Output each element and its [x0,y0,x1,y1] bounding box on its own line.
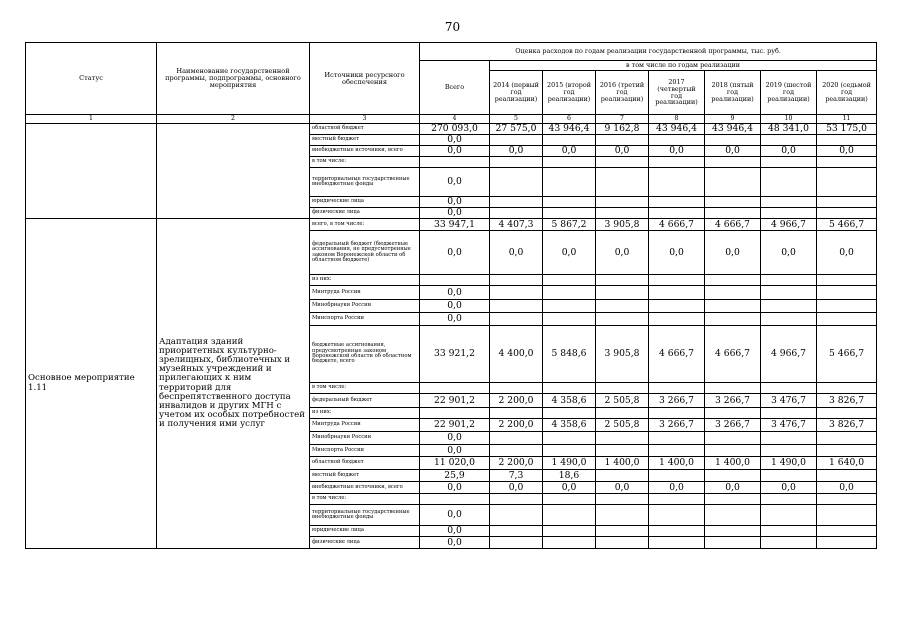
table-row [26,124,877,135]
total-value-cell: 0,0 [420,537,490,549]
year-value-cell [705,505,761,526]
year-value-cell [649,470,705,482]
total-value-cell [420,157,490,168]
year-value-cell [490,445,543,457]
year-value-cell: 4 966,7 [761,326,817,383]
year-value-cell [543,383,596,394]
year-value-cell: 43 946,4 [705,124,761,135]
year-value-cell [543,135,596,146]
header-total: Всего [420,61,490,115]
year-value-cell [705,408,761,419]
year-value-cell: 0,0 [817,231,877,275]
source-cell: всего, в том числе: [310,219,420,231]
header-year-6: 2019 (шестой год реализации) [761,71,817,115]
year-value-cell: 1 640,0 [817,457,877,470]
year-value-cell [761,408,817,419]
year-value-cell: 0,0 [543,482,596,494]
total-value-cell: 0,0 [420,168,490,197]
year-value-cell: 1 400,0 [705,457,761,470]
year-value-cell: 53 175,0 [817,124,877,135]
header-status: Статус [26,43,157,115]
year-value-cell [817,313,877,326]
year-value-cell: 0,0 [596,146,649,157]
total-value-cell: 33 947,1 [420,219,490,231]
year-value-cell [596,286,649,300]
year-value-cell [596,208,649,219]
year-value-cell: 5 466,7 [817,326,877,383]
source-cell: внебюджетные источники, всего [310,146,420,157]
source-cell: в том числе: [310,494,420,505]
year-value-cell: 4 666,7 [705,326,761,383]
year-value-cell: 0,0 [761,482,817,494]
total-value-cell: 0,0 [420,231,490,275]
column-number-11: 11 [817,115,877,124]
header-year-7: 2020 (седьмой год реализации) [817,71,877,115]
year-value-cell [649,275,705,286]
year-value-cell [649,157,705,168]
total-value-cell: 0,0 [420,146,490,157]
source-cell: местный бюджет [310,135,420,146]
year-value-cell: 0,0 [649,146,705,157]
year-value-cell [705,494,761,505]
year-value-cell: 1 490,0 [761,457,817,470]
total-value-cell: 25,9 [420,470,490,482]
year-value-cell [596,408,649,419]
total-value-cell: 270 093,0 [420,124,490,135]
year-value-cell [649,526,705,537]
year-value-cell [761,432,817,445]
year-value-cell [761,135,817,146]
year-value-cell [705,197,761,208]
header-year-3: 2016 (третий год реализации) [596,71,649,115]
year-value-cell [596,445,649,457]
year-value-cell [705,445,761,457]
year-value-cell [817,197,877,208]
year-value-cell [817,135,877,146]
column-number-4: 4 [420,115,490,124]
year-value-cell [490,432,543,445]
year-value-cell [649,168,705,197]
year-value-cell [761,197,817,208]
total-value-cell: 22 901,2 [420,394,490,408]
year-value-cell [543,275,596,286]
year-value-cell [543,526,596,537]
column-number-5: 5 [490,115,543,124]
source-cell: федеральный бюджет (бюджетные ассигнования, не предусмотренные законом Воронежской области об областном бюджете) [310,231,420,275]
total-value-cell: 0,0 [420,313,490,326]
year-value-cell [761,505,817,526]
year-value-cell [817,537,877,549]
year-value-cell [490,157,543,168]
year-value-cell [649,505,705,526]
source-cell: физические лица [310,208,420,219]
year-value-cell [705,135,761,146]
year-value-cell: 0,0 [490,146,543,157]
year-value-cell [705,157,761,168]
total-value-cell: 0,0 [420,505,490,526]
year-value-cell [490,275,543,286]
year-value-cell [543,157,596,168]
year-value-cell [761,494,817,505]
total-value-cell: 11 020,0 [420,457,490,470]
year-value-cell [705,300,761,313]
year-value-cell: 3 826,7 [817,419,877,432]
year-value-cell [596,505,649,526]
header-year-4: 2017 (четвертый год реализации) [649,71,705,115]
year-value-cell: 3 476,7 [761,419,817,432]
year-value-cell [761,445,817,457]
year-value-cell [543,208,596,219]
year-value-cell: 4 358,6 [543,419,596,432]
year-value-cell [596,470,649,482]
status-cell: Основное мероприятие 1.11 [26,219,157,549]
year-value-cell: 5 848,6 [543,326,596,383]
year-value-cell [705,208,761,219]
column-number-7: 7 [596,115,649,124]
year-value-cell [596,526,649,537]
year-value-cell [543,300,596,313]
year-value-cell: 4 966,7 [761,219,817,231]
total-value-cell: 22 901,2 [420,419,490,432]
total-value-cell: 0,0 [420,526,490,537]
source-cell: Минспорта России [310,445,420,457]
total-value-cell: 0,0 [420,300,490,313]
year-value-cell [817,208,877,219]
year-value-cell: 7,3 [490,470,543,482]
year-value-cell [596,300,649,313]
year-value-cell [649,135,705,146]
year-value-cell [596,537,649,549]
year-value-cell [596,135,649,146]
column-number-10: 10 [761,115,817,124]
year-value-cell: 3 266,7 [705,419,761,432]
year-value-cell [817,286,877,300]
year-value-cell: 27 575,0 [490,124,543,135]
source-cell: областной бюджет [310,457,420,470]
year-value-cell [705,313,761,326]
column-number-3: 3 [310,115,420,124]
year-value-cell [761,208,817,219]
year-value-cell: 43 946,4 [543,124,596,135]
year-value-cell [817,157,877,168]
budget-table [25,42,877,549]
year-value-cell [817,470,877,482]
year-value-cell: 3 905,8 [596,326,649,383]
source-cell: местный бюджет [310,470,420,482]
column-number-1: 1 [26,115,157,124]
year-value-cell: 3 266,7 [649,394,705,408]
year-value-cell [649,313,705,326]
year-value-cell: 3 266,7 [649,419,705,432]
year-value-cell [596,197,649,208]
year-value-cell: 3 476,7 [761,394,817,408]
total-value-cell [420,494,490,505]
program-name-cell [157,124,310,219]
source-cell: федеральный бюджет [310,394,420,408]
year-value-cell: 2 505,8 [596,394,649,408]
column-number-9: 9 [705,115,761,124]
year-value-cell [761,526,817,537]
header-year-2: 2015 (второй год реализации) [543,71,596,115]
year-value-cell [490,135,543,146]
year-value-cell [705,526,761,537]
total-value-cell: 0,0 [420,286,490,300]
year-value-cell [490,208,543,219]
year-value-cell [490,300,543,313]
year-value-cell [817,383,877,394]
total-value-cell: 0,0 [420,432,490,445]
year-value-cell [817,432,877,445]
total-value-cell [420,383,490,394]
year-value-cell: 4 666,7 [649,326,705,383]
year-value-cell [543,197,596,208]
year-value-cell [761,300,817,313]
page-number: 70 [444,20,461,34]
year-value-cell [543,408,596,419]
year-value-cell [761,383,817,394]
status-cell [26,124,157,219]
source-cell: внебюджетные источники, всего [310,482,420,494]
year-value-cell [596,168,649,197]
total-value-cell: 0,0 [420,445,490,457]
year-value-cell [705,470,761,482]
year-value-cell: 0,0 [490,231,543,275]
year-value-cell [596,275,649,286]
source-cell: территориальные государственные внебюджетные фонды [310,505,420,526]
year-value-cell [543,432,596,445]
year-value-cell: 0,0 [649,482,705,494]
year-value-cell: 0,0 [543,231,596,275]
year-value-cell [490,383,543,394]
year-value-cell [490,313,543,326]
year-value-cell [490,494,543,505]
year-value-cell [543,505,596,526]
year-value-cell [543,537,596,549]
year-value-cell [761,168,817,197]
year-value-cell [761,537,817,549]
column-number-6: 6 [543,115,596,124]
year-value-cell [490,286,543,300]
source-cell: Минтруда России [310,419,420,432]
year-value-cell: 4 407,3 [490,219,543,231]
header-source: Источники ресурсного обеспечения [310,43,420,115]
year-value-cell [649,537,705,549]
year-value-cell: 43 946,4 [649,124,705,135]
year-value-cell [817,168,877,197]
source-cell: бюджетные ассигнования, предусмотренные законом Воронежской области об областном бюджете, всего [310,326,420,383]
source-cell: в том числе: [310,157,420,168]
year-value-cell: 2 505,8 [596,419,649,432]
year-value-cell: 0,0 [705,482,761,494]
total-value-cell [420,275,490,286]
source-cell: в том числе: [310,383,420,394]
year-value-cell [817,445,877,457]
source-cell: Минобрнауки России [310,300,420,313]
year-value-cell [490,168,543,197]
total-value-cell: 0,0 [420,208,490,219]
total-value-cell: 0,0 [420,135,490,146]
year-value-cell [705,432,761,445]
year-value-cell [817,275,877,286]
year-value-cell: 48 341,0 [761,124,817,135]
source-cell: Минспорта России [310,313,420,326]
year-value-cell: 1 400,0 [596,457,649,470]
year-value-cell: 5 867,2 [543,219,596,231]
year-value-cell [649,383,705,394]
year-value-cell: 4 400,0 [490,326,543,383]
year-value-cell [649,197,705,208]
year-value-cell: 0,0 [761,231,817,275]
year-value-cell: 4 358,6 [543,394,596,408]
year-value-cell [705,168,761,197]
year-value-cell: 0,0 [490,482,543,494]
year-value-cell [761,470,817,482]
year-value-cell [649,408,705,419]
year-value-cell [490,526,543,537]
total-value-cell [420,408,490,419]
year-value-cell [596,383,649,394]
year-value-cell [543,168,596,197]
year-value-cell: 0,0 [596,231,649,275]
year-value-cell [817,494,877,505]
year-value-cell [649,445,705,457]
year-value-cell [705,383,761,394]
year-value-cell: 1 490,0 [543,457,596,470]
year-value-cell: 0,0 [705,146,761,157]
header-by-year: в том числе по годам реализации [490,61,877,71]
year-value-cell [705,286,761,300]
year-value-cell [649,300,705,313]
year-value-cell [649,208,705,219]
year-value-cell: 1 400,0 [649,457,705,470]
year-value-cell [817,526,877,537]
program-name-cell: Адаптация зданий приоритетных культурно-зрелищных, библиотечных и музейных учреждений и прилегающих к ним территорий для беспрепятственного доступа инвалидов и других МГН с учетом их особых потребностей и получения ими услуг [157,219,310,549]
year-value-cell: 3 826,7 [817,394,877,408]
year-value-cell: 0,0 [596,482,649,494]
year-value-cell [649,286,705,300]
year-value-cell: 9 162,8 [596,124,649,135]
source-cell: юридические лица [310,197,420,208]
year-value-cell: 0,0 [543,146,596,157]
header-estimate: Оценка расходов по годам реализации государственной программы, тыс. руб. [420,43,877,61]
year-value-cell [761,275,817,286]
year-value-cell [596,432,649,445]
year-value-cell: 0,0 [817,146,877,157]
year-value-cell [596,494,649,505]
source-cell: Минобрнауки России [310,432,420,445]
year-value-cell: 0,0 [705,231,761,275]
total-value-cell: 33 921,2 [420,326,490,383]
total-value-cell: 0,0 [420,482,490,494]
year-value-cell: 4 666,7 [649,219,705,231]
year-value-cell [543,313,596,326]
year-value-cell: 3 266,7 [705,394,761,408]
column-number-8: 8 [649,115,705,124]
year-value-cell [543,494,596,505]
year-value-cell: 0,0 [761,146,817,157]
column-number-2: 2 [157,115,310,124]
header-year-1: 2014 (первый год реализации) [490,71,543,115]
year-value-cell: 2 200,0 [490,457,543,470]
year-value-cell [761,157,817,168]
year-value-cell: 2 200,0 [490,419,543,432]
year-value-cell: 0,0 [817,482,877,494]
header-name: Наименование государственной программы, подпрограммы, основного мероприятия [157,43,310,115]
source-cell: из них: [310,275,420,286]
year-value-cell: 5 466,7 [817,219,877,231]
year-value-cell [490,408,543,419]
header-year-5: 2018 (пятый год реализации) [705,71,761,115]
year-value-cell [817,505,877,526]
year-value-cell [705,275,761,286]
source-cell: областной бюджет [310,124,420,135]
year-value-cell [490,505,543,526]
year-value-cell [649,432,705,445]
source-cell: юридические лица [310,526,420,537]
total-value-cell: 0,0 [420,197,490,208]
source-cell: из них: [310,408,420,419]
year-value-cell [596,313,649,326]
source-cell: физические лица [310,537,420,549]
year-value-cell: 3 905,8 [596,219,649,231]
year-value-cell [761,313,817,326]
year-value-cell [817,408,877,419]
year-value-cell [596,157,649,168]
year-value-cell [490,537,543,549]
year-value-cell: 4 666,7 [705,219,761,231]
year-value-cell: 0,0 [649,231,705,275]
year-value-cell [543,445,596,457]
year-value-cell [543,286,596,300]
year-value-cell [705,537,761,549]
year-value-cell: 2 200,0 [490,394,543,408]
year-value-cell [490,197,543,208]
year-value-cell [817,300,877,313]
year-value-cell [649,494,705,505]
source-cell: территориальные государственные внебюджетные фонды [310,168,420,197]
source-cell: Минтруда России [310,286,420,300]
year-value-cell: 18,6 [543,470,596,482]
table-row [26,219,877,231]
year-value-cell [761,286,817,300]
